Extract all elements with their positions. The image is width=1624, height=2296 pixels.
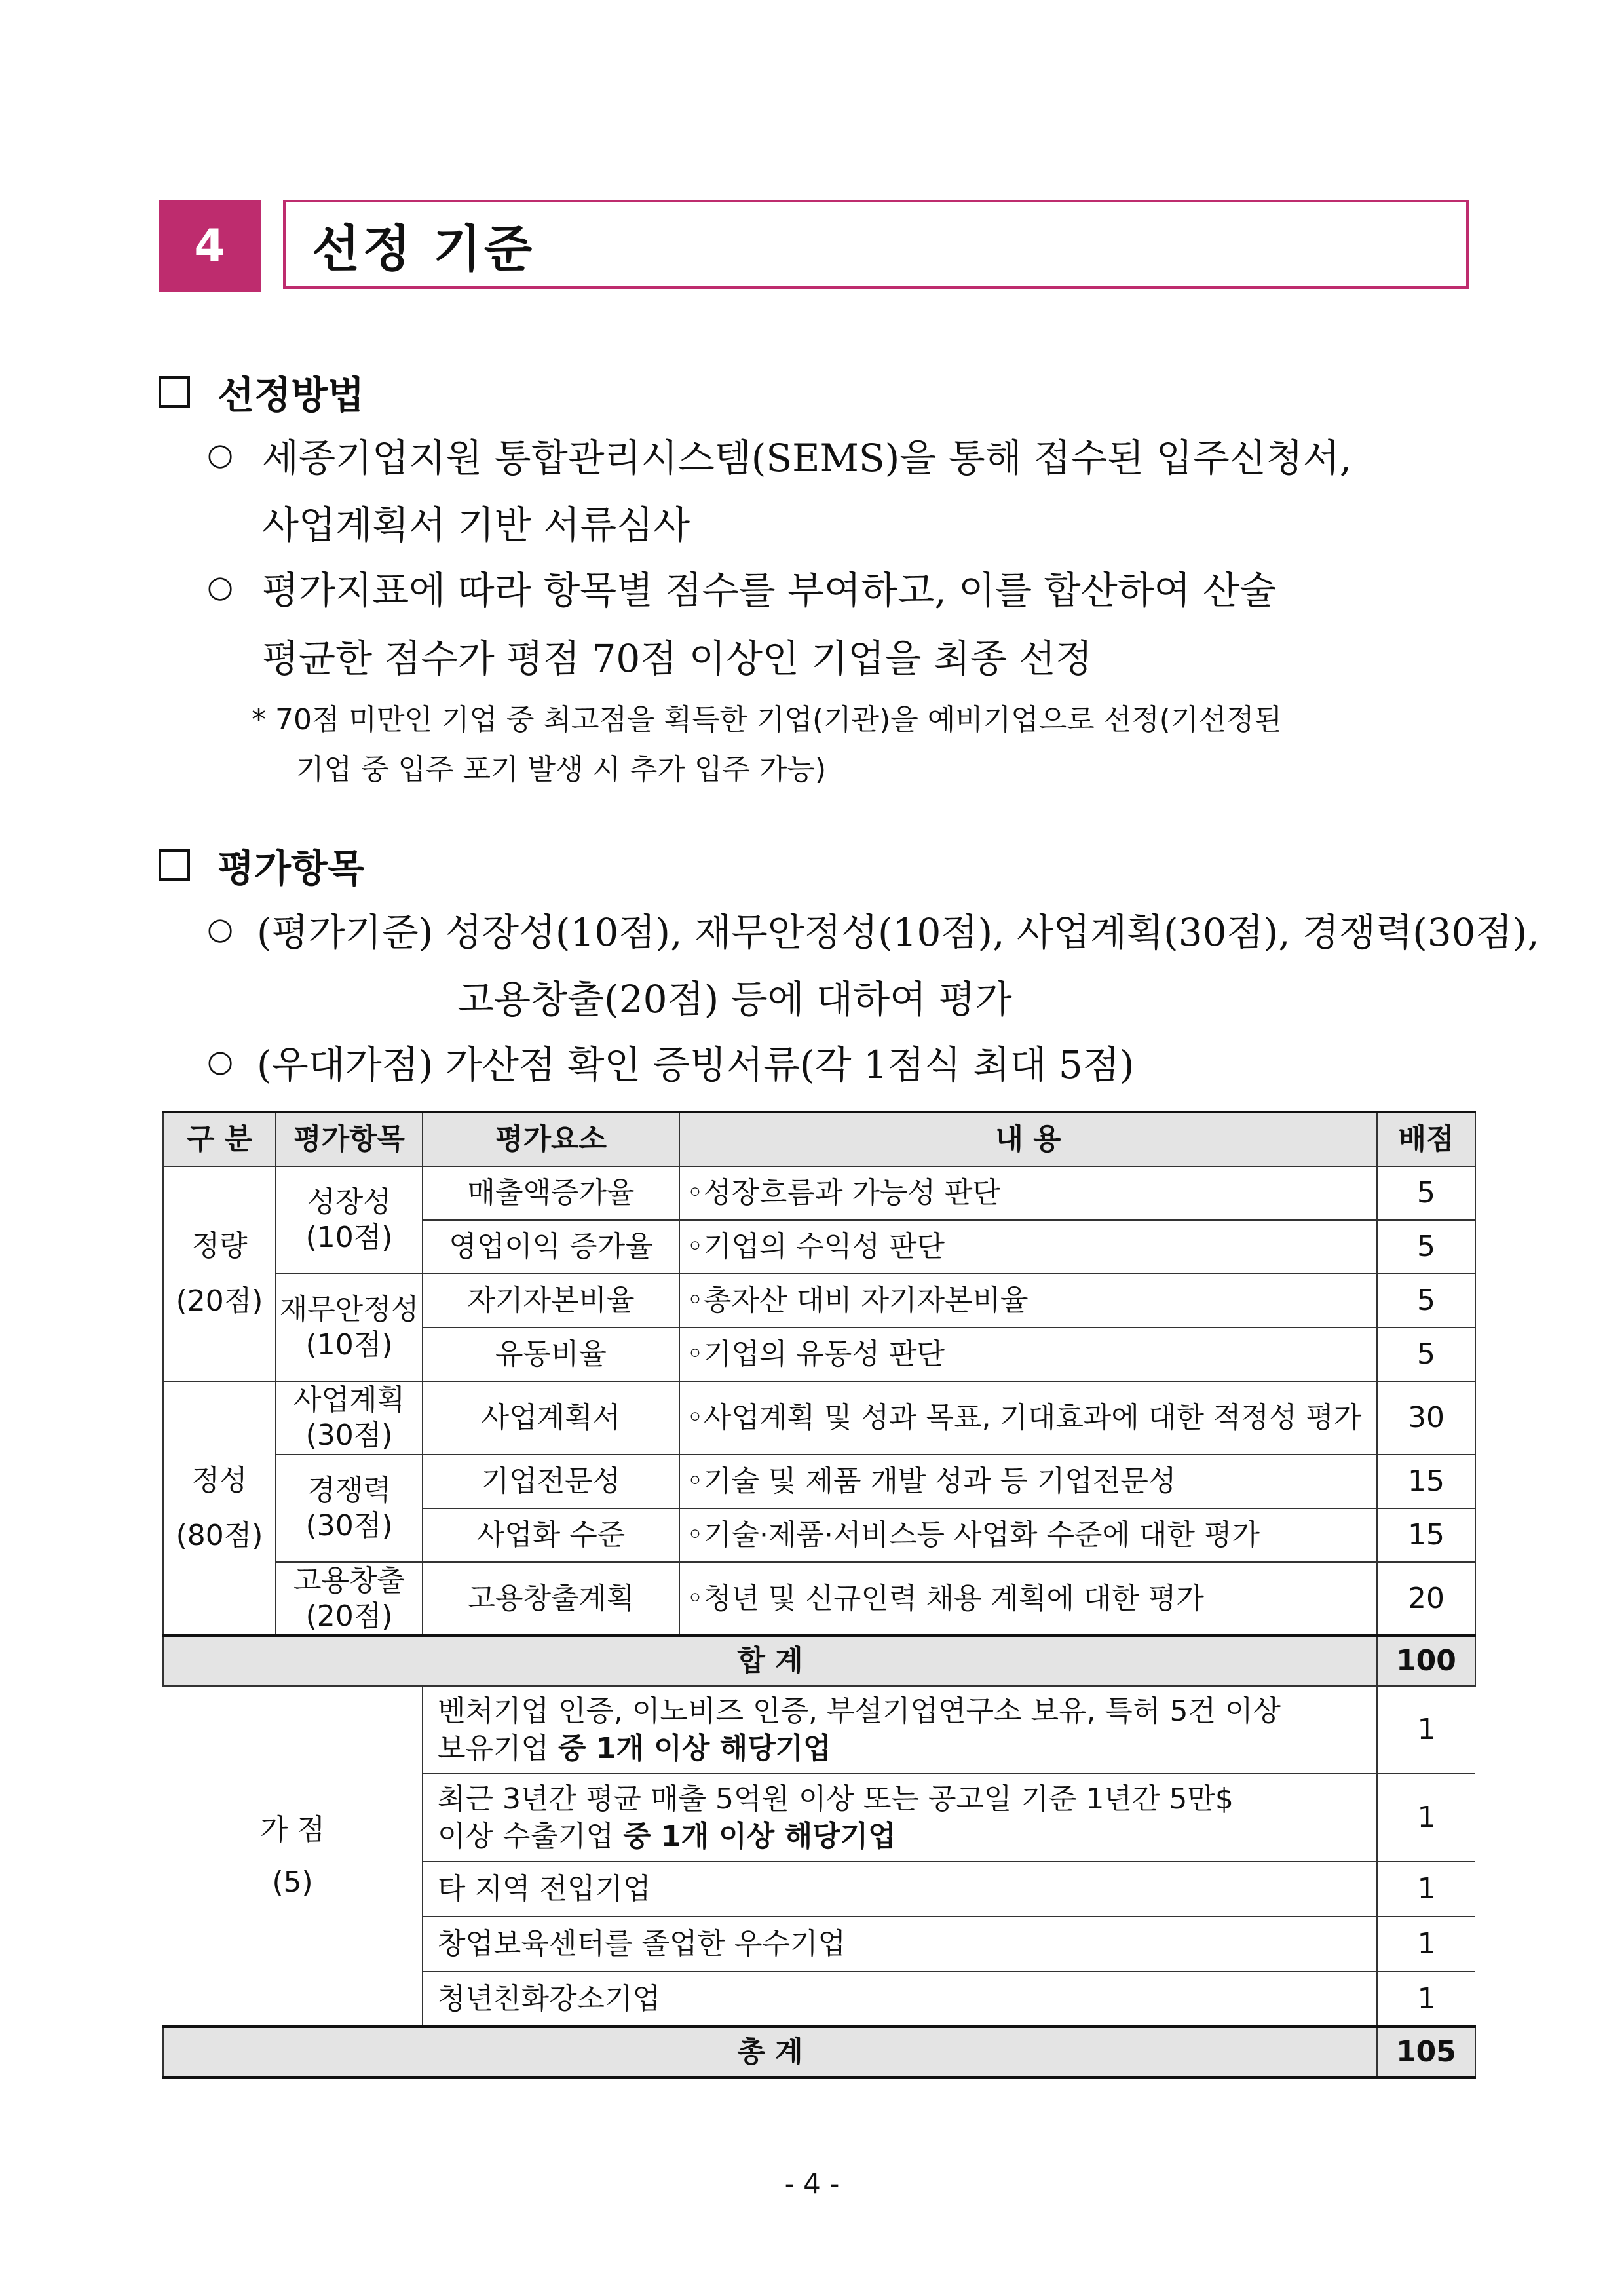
content-cell: ◦기업의 유동성 판단: [679, 1328, 1377, 1381]
item-label: 경쟁력: [307, 1474, 391, 1508]
score-cell: 5: [1377, 1166, 1475, 1220]
score-cell: 15: [1377, 1508, 1475, 1562]
table-row: [163, 1381, 1475, 1455]
score-cell: 1: [1377, 1686, 1475, 1774]
scoring-table: [162, 1111, 1476, 2079]
category-label: 정성: [191, 1463, 248, 1497]
score-cell: 15: [1377, 1455, 1475, 1508]
score-cell: 1: [1377, 1972, 1475, 2027]
heading-text: 선정방법: [217, 373, 365, 417]
table-row: [163, 1274, 1475, 1328]
circle-bullet-icon: ○: [207, 569, 234, 604]
score-cell: 5: [1377, 1220, 1475, 1274]
content-cell: ◦사업계획 및 성과 목표, 기대효과에 대한 적정성 평가: [679, 1381, 1377, 1455]
checkbox-icon: [159, 849, 190, 881]
item-points: (10점): [305, 1221, 393, 1254]
item-cell: [276, 1562, 423, 1636]
bonus-points: (5): [272, 1865, 313, 1899]
category-points: (20점): [176, 1284, 263, 1318]
table-header-row: [163, 1112, 1475, 1166]
circle-bullet-icon: ○: [207, 1043, 234, 1079]
subtotal-label: 합 계: [163, 1636, 1377, 1686]
element-cell: 유동비율: [423, 1328, 679, 1381]
element-cell: 사업화 수준: [423, 1508, 679, 1562]
content-cell: ◦기술 및 제품 개발 성과 등 기업전문성: [679, 1455, 1377, 1508]
item-points: (20점): [305, 1599, 393, 1633]
bonus-text: 벤처기업 인증, 이노비즈 인증, 부설기업연구소 보유, 특허 5건 이상: [438, 1694, 1281, 1728]
bonus-content-cell: 타 지역 전입기업: [423, 1862, 1377, 1917]
bullet-line: [262, 427, 1474, 482]
item-label: 재무안정성: [279, 1293, 419, 1327]
header-element: 평가요소: [423, 1112, 679, 1166]
total-row: [163, 2027, 1475, 2078]
bonus-category-cell: [163, 1686, 423, 2027]
evaluation-items-heading: [159, 837, 364, 892]
item-label: 사업계획: [293, 1383, 405, 1417]
category-cell: [163, 1166, 276, 1381]
section-title: 선정 기준: [312, 219, 535, 278]
page-number: - 4 -: [784, 2168, 840, 2200]
item-cell: [276, 1274, 423, 1381]
category-points: (80점): [176, 1518, 263, 1552]
bullet-line: 평가지표에 따라 항목별 점수를 부여하고, 이를 합산하여 산술: [262, 568, 1277, 613]
bonus-text-emphasis: 중 1개 이상 해당기업: [558, 1732, 831, 1765]
selection-method-heading: [159, 364, 364, 419]
content-cell: ◦총자산 대비 자기자본비율: [679, 1274, 1377, 1328]
item-cell: [276, 1381, 423, 1455]
content-cell: ◦기술·제품·서비스등 사업화 수준에 대한 평가: [679, 1508, 1377, 1562]
subtotal-row: [163, 1636, 1475, 1686]
bonus-content-cell: 창업보육센터를 졸업한 우수기업: [423, 1917, 1377, 1972]
header-content: 내 용: [679, 1112, 1377, 1166]
item-points: (30점): [305, 1419, 393, 1452]
content-cell: ◦성장흐름과 가능성 판단: [679, 1166, 1377, 1220]
element-cell: 기업전문성: [423, 1455, 679, 1508]
header-item: 평가항목: [276, 1112, 423, 1166]
table-row: [163, 1166, 1475, 1220]
item-label: 성장성: [307, 1185, 391, 1219]
table-row: [163, 1455, 1475, 1508]
element-cell: 사업계획서: [423, 1381, 679, 1455]
note-line: 기업 중 입주 포기 발생 시 추가 입주 가능): [296, 753, 827, 786]
circle-bullet-icon: ○: [207, 436, 234, 472]
bullet-line: 사업계획서 기반 서류심사: [262, 503, 690, 547]
item-cell: [276, 1455, 423, 1562]
section-number: 4: [159, 200, 261, 292]
circle-bullet-icon: ○: [207, 911, 234, 946]
bullet-line: (우대가점) 가산점 확인 증빙서류(각 1점식 최대 5점): [257, 1043, 1135, 1087]
bonus-text-emphasis: 중 1개 이상 해당기업: [623, 1820, 896, 1853]
bonus-text: 최근 3년간 평균 매출 5억원 이상 또는 공고일 기준 1년간 5만$: [438, 1782, 1234, 1816]
element-cell: 고용창출계획: [423, 1562, 679, 1636]
score-cell: 5: [1377, 1328, 1475, 1381]
total-label: 총 계: [163, 2027, 1377, 2078]
score-cell: 1: [1377, 1774, 1475, 1862]
element-cell: 자기자본비율: [423, 1274, 679, 1328]
bonus-label: 가 점: [260, 1812, 325, 1846]
element-cell: 매출액증가율: [423, 1166, 679, 1220]
bonus-content-cell: 청년친화강소기업: [423, 1972, 1377, 2027]
checkbox-icon: [159, 376, 190, 408]
header-score: 배점: [1377, 1112, 1475, 1166]
score-cell: 5: [1377, 1274, 1475, 1328]
bonus-content-cell: [423, 1774, 1377, 1862]
bullet-line: (평가기준) 성장성(10점), 재무안정성(10점), 사업계획(30점), 경쟁력(30점),: [257, 910, 1539, 955]
header-category: 구 분: [163, 1112, 276, 1166]
note-line: * 70점 미만인 기업 중 최고점을 획득한 기업(기관)을 예비기업으로 선정(기선정된: [252, 703, 1282, 737]
category-label: 정량: [191, 1229, 248, 1263]
subtotal-score: 100: [1377, 1636, 1475, 1686]
score-cell: 20: [1377, 1562, 1475, 1636]
category-cell: [163, 1381, 276, 1636]
element-cell: 영업이익 증가율: [423, 1220, 679, 1274]
heading-text: 평가항목: [217, 846, 365, 890]
bullet-line: 고용창출(20점) 등에 대하여 평가: [457, 977, 1012, 1022]
total-score: 105: [1377, 2027, 1475, 2078]
table-row: [163, 1686, 1475, 1774]
bullet-line: 평균한 점수가 평점 70점 이상인 기업을 최종 선정: [262, 636, 1093, 681]
table-row: [163, 1562, 1475, 1636]
score-cell: 1: [1377, 1917, 1475, 1972]
score-cell: 30: [1377, 1381, 1475, 1455]
item-points: (30점): [305, 1509, 393, 1542]
item-points: (10점): [305, 1328, 393, 1362]
score-cell: 1: [1377, 1862, 1475, 1917]
bonus-content-cell: [423, 1686, 1377, 1774]
bonus-text: 이상 수출기업: [438, 1820, 623, 1853]
bullet-text: 세종기업지원 통합관리시스템(SEMS)을 통해 접수된 입주신청서,: [262, 436, 1352, 480]
section-title-box: [283, 200, 1469, 289]
content-cell: ◦청년 및 신규인력 채용 계획에 대한 평가: [679, 1562, 1377, 1636]
content-cell: ◦기업의 수익성 판단: [679, 1220, 1377, 1274]
bonus-text: 보유기업: [438, 1732, 559, 1765]
item-cell: [276, 1166, 423, 1274]
item-label: 고용창출: [293, 1563, 405, 1598]
